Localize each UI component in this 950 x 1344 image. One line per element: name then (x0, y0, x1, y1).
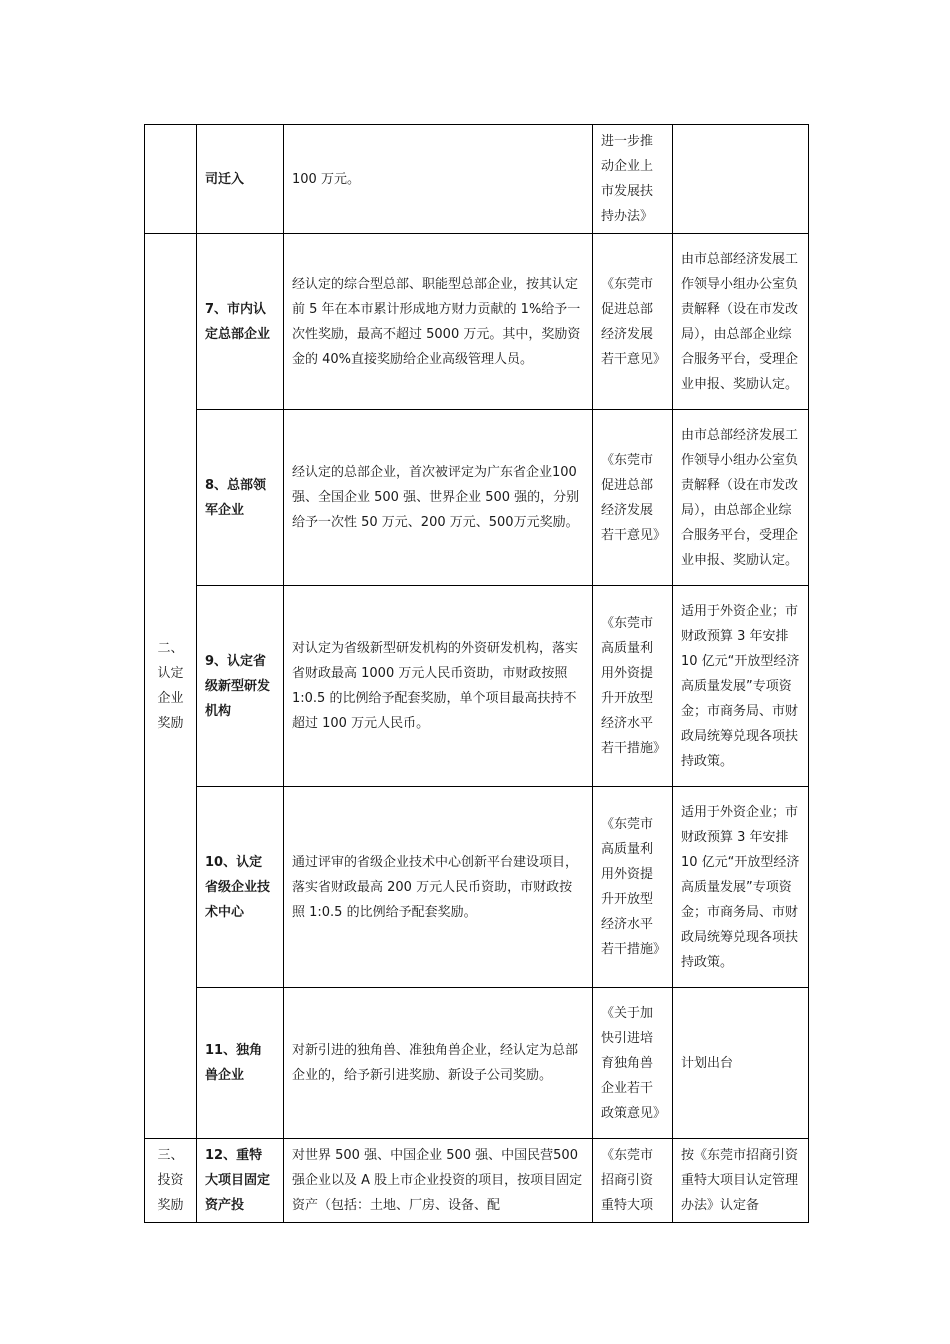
category-cell: 二、认定企业奖励 (145, 234, 197, 1139)
item-title: 8、总部领军企业 (197, 410, 284, 586)
policy-basis: 《东莞市促进总部经济发展若干意见》 (593, 410, 673, 586)
table-row (145, 1139, 809, 1223)
item-description: 通过评审的省级企业技术中心创新平台建设项目，落实省财政最高 200 万元人民币资助，市财政按照 1:0.5 的比例给予配套奖励。 (284, 787, 593, 988)
item-description: 经认定的综合型总部、职能型总部企业，按其认定前 5 年在本市累计形成地方财力贡献的 1%给予一次性奖励，最高不超过 5000 万元。其中，奖励资金的 40%直接奖励给企业高级管理人员。 (284, 234, 593, 410)
item-title: 7、市内认定总部企业 (197, 234, 284, 410)
table-row (145, 586, 809, 787)
item-note: 由市总部经济发展工作领导小组办公室负责解释（设在市发改局），由总部企业综合服务平台，受理企业申报、奖励认定。 (673, 410, 809, 586)
item-description: 对认定为省级新型研发机构的外资研发机构，落实省财政最高 1000 万元人民币资助，市财政按照 1:0.5 的比例给予配套奖励，单个项目最高扶持不超过 100 万元人民币。 (284, 586, 593, 787)
policy-basis: 《东莞市促进总部经济发展若干意见》 (593, 234, 673, 410)
policy-basis: 《东莞市招商引资重特大项 (593, 1139, 673, 1223)
item-description: 100 万元。 (284, 125, 593, 234)
item-description: 对世界 500 强、中国企业 500 强、中国民营500 强企业以及 A 股上市企业投资的项目，按项目固定资产（包括：土地、厂房、设备、配 (284, 1139, 593, 1223)
item-description: 对新引进的独角兽、准独角兽企业，经认定为总部企业的，给予新引进奖励、新设子公司奖励。 (284, 988, 593, 1139)
category-cell: 三、投资奖励 (145, 1139, 197, 1223)
item-title: 12、重特大项目固定资产投 (197, 1139, 284, 1223)
item-note: 按《东莞市招商引资重特大项目认定管理办法》认定备 (673, 1139, 809, 1223)
policy-basis: 《关于加快引进培育独角兽企业若干政策意见》 (593, 988, 673, 1139)
item-note: 适用于外资企业；市财政预算 3 年安排 10 亿元“开放型经济高质量发展”专项资金；市商务局、市财政局统筹兑现各项扶持政策。 (673, 787, 809, 988)
category-cell (145, 125, 197, 234)
table-row (145, 410, 809, 586)
item-note: 计划出台 (673, 988, 809, 1139)
table-row (145, 988, 809, 1139)
item-title: 9、认定省级新型研发机构 (197, 586, 284, 787)
policy-table (144, 124, 809, 1223)
item-note: 适用于外资企业；市财政预算 3 年安排 10 亿元“开放型经济高质量发展”专项资金；市商务局、市财政局统筹兑现各项扶持政策。 (673, 586, 809, 787)
policy-basis: 《东莞市高质量利用外资提升开放型经济水平若干措施》 (593, 586, 673, 787)
item-description: 经认定的总部企业，首次被评定为广东省企业100 强、全国企业 500 强、世界企业 500 强的，分别给予一次性 50 万元、200 万元、500万元奖励。 (284, 410, 593, 586)
item-title: 10、认定省级企业技术中心 (197, 787, 284, 988)
item-note: 由市总部经济发展工作领导小组办公室负责解释（设在市发改局），由总部企业综合服务平台，受理企业申报、奖励认定。 (673, 234, 809, 410)
item-title: 司迁入 (197, 125, 284, 234)
table-row (145, 125, 809, 234)
item-title: 11、独角兽企业 (197, 988, 284, 1139)
policy-basis: 进一步推动企业上市发展扶持办法》 (593, 125, 673, 234)
policy-basis: 《东莞市高质量利用外资提升开放型经济水平若干措施》 (593, 787, 673, 988)
table-row (145, 787, 809, 988)
table-row (145, 234, 809, 410)
item-note (673, 125, 809, 234)
